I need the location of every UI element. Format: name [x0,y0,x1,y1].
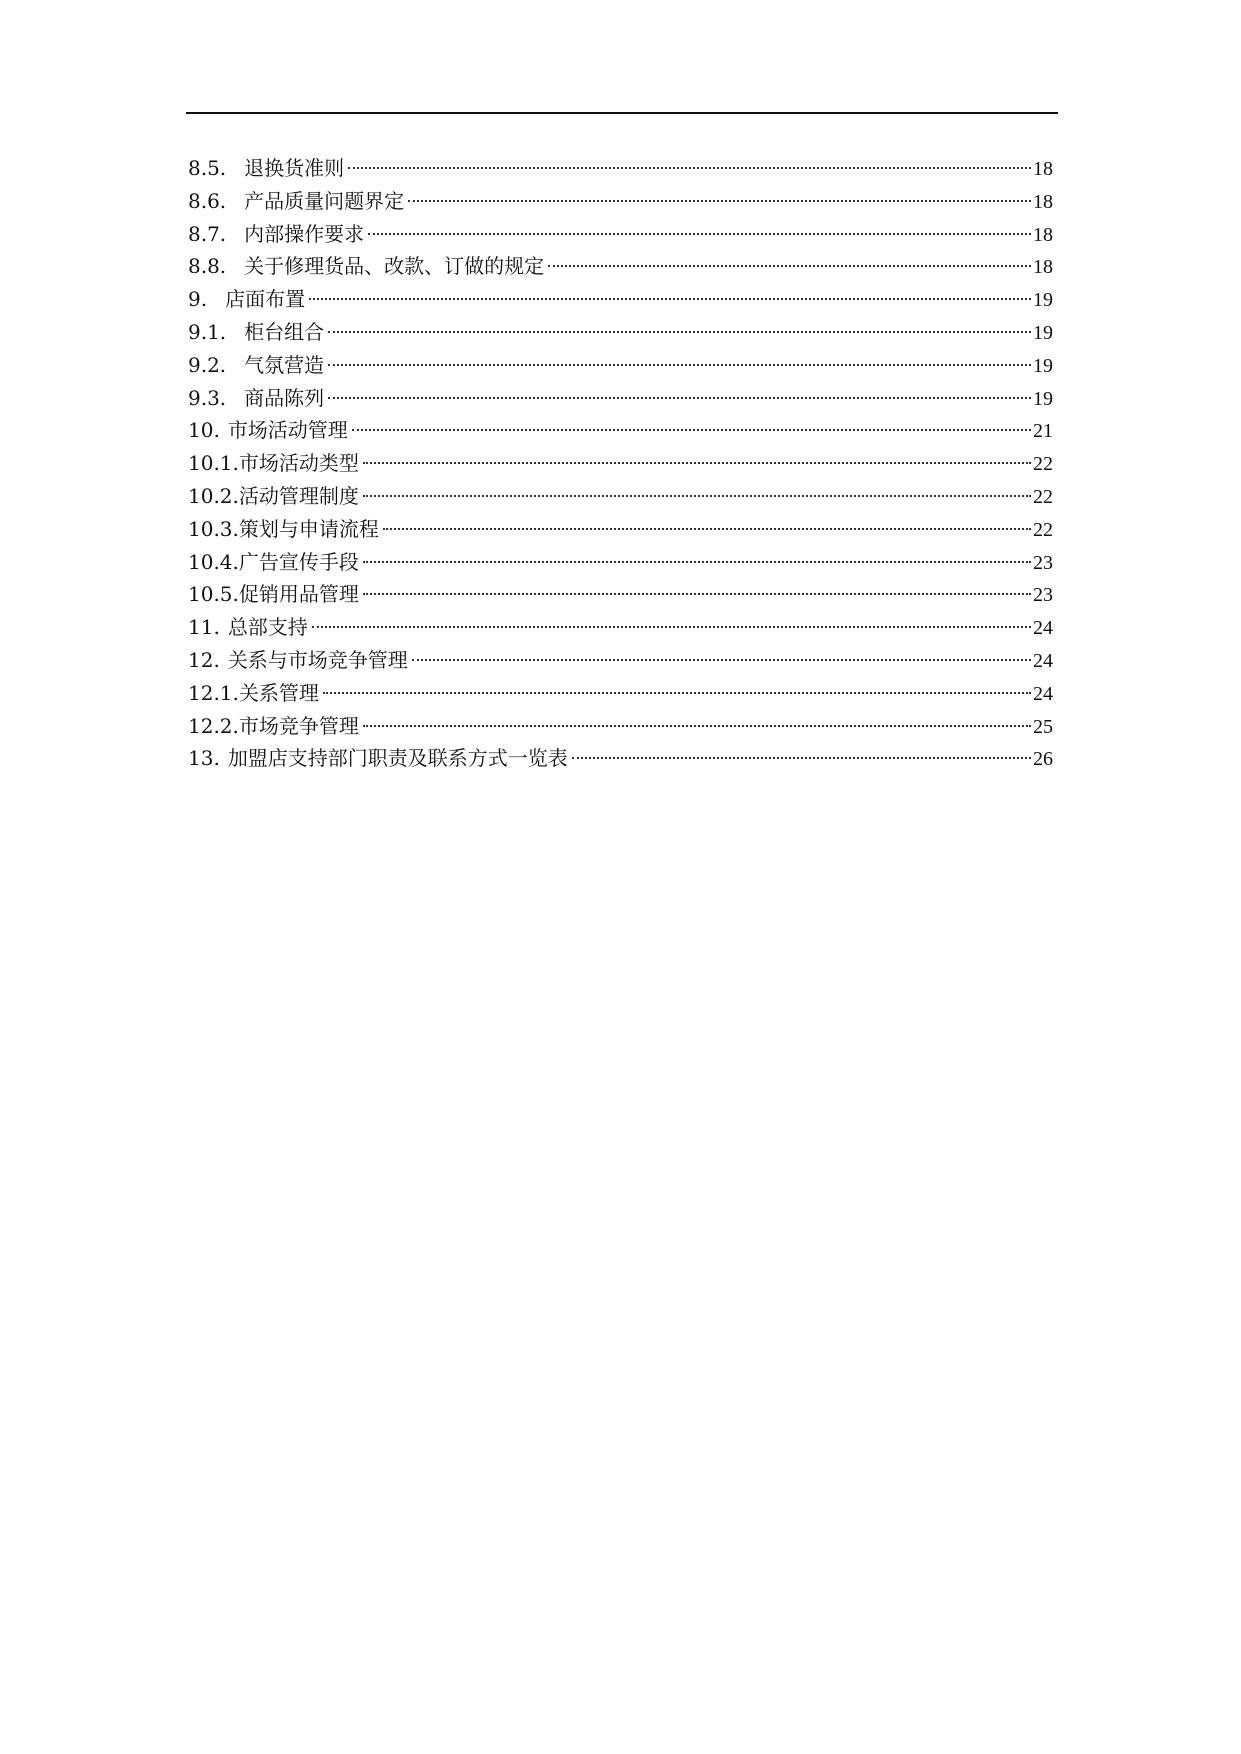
toc-entry-number: 8.6. [188,188,227,213]
toc-dot-leader [328,364,1031,366]
toc-entry-page-number: 19 [1033,289,1053,312]
toc-entry-page-number: 22 [1033,453,1053,476]
toc-dot-leader [383,528,1031,530]
toc-dot-leader [309,298,1031,300]
toc-entry-number: 9.1. [188,319,227,344]
toc-entry[interactable] [188,250,1053,283]
toc-entry-title: 店面布置 [225,287,306,312]
toc-dot-leader [363,561,1031,563]
toc-dot-leader [312,626,1031,628]
toc-entry-title: 商品陈列 [244,385,325,410]
toc-entry-page-number: 25 [1033,715,1053,738]
toc-entry-page-number: 18 [1033,158,1053,180]
toc-entry[interactable] [188,349,1053,382]
toc-entry-number: 8.5. [188,156,227,180]
toc-entry[interactable] [188,480,1053,513]
toc-entry-page-number: 18 [1033,256,1053,279]
toc-dot-leader [348,167,1031,169]
toc-entry[interactable] [188,382,1053,415]
toc-entry-title: 关于修理货品、改款、订做的规定 [244,254,545,279]
toc-entry-page-number: 24 [1033,649,1053,672]
toc-entry-title: 柜台组合 [244,319,325,344]
toc-entry[interactable] [188,710,1053,743]
toc-dot-leader [412,659,1031,661]
toc-entry-title: 市场活动类型 [238,451,359,476]
toc-dot-leader [548,265,1031,267]
toc-entry-title: 市场竞争管理 [238,713,359,738]
toc-dot-leader [408,200,1031,202]
toc-dot-leader [363,725,1031,727]
toc-entry-page-number: 19 [1033,354,1053,377]
table-of-contents [188,152,1053,775]
toc-entry[interactable] [188,677,1053,710]
toc-entry-page-number: 18 [1033,190,1053,213]
toc-dot-leader [363,593,1031,595]
toc-entry[interactable] [188,611,1053,644]
toc-entry-title: 促销用品管理 [238,582,359,607]
toc-entry-number: 10.5. [188,582,239,607]
toc-entry-title: 策划与申请流程 [238,516,379,541]
toc-entry-number: 12. [188,647,220,672]
toc-entry-page-number: 19 [1033,387,1053,410]
toc-entry-title: 总部支持 [227,615,308,640]
toc-entry-title: 广告宣传手段 [238,549,359,574]
toc-entry[interactable] [188,185,1053,218]
toc-dot-leader [352,429,1031,431]
toc-entry-number: 10. [188,418,220,443]
toc-entry-number: 9.2. [188,352,227,377]
toc-entry-title: 产品质量问题界定 [244,188,405,213]
toc-entry-page-number: 24 [1033,682,1053,705]
toc-entry[interactable] [188,546,1053,579]
toc-entry[interactable] [188,578,1053,611]
toc-entry-title: 退换货准则 [244,156,345,180]
toc-entry-number: 10.4. [188,549,239,574]
toc-entry-page-number: 19 [1033,321,1053,344]
toc-entry-page-number: 18 [1033,223,1053,246]
toc-dot-leader [363,495,1031,497]
toc-entry[interactable] [188,152,1053,185]
toc-entry-number: 11. [188,615,220,640]
toc-dot-leader [368,233,1031,235]
toc-entry-title: 气氛营造 [244,352,325,377]
toc-entry-number: 12.2. [188,713,239,738]
toc-entry-title: 内部操作要求 [244,221,365,246]
toc-entry[interactable] [188,218,1053,251]
toc-entry-title: 加盟店支持部门职责及联系方式一览表 [227,746,568,771]
toc-entry-title: 活动管理制度 [238,483,359,508]
toc-dot-leader [323,692,1031,694]
toc-entry-number: 9.3. [188,385,227,410]
toc-entry-page-number: 23 [1033,584,1053,607]
toc-entry[interactable] [188,414,1053,447]
header-rule [186,112,1058,114]
toc-entry-number: 10.3. [188,516,239,541]
toc-entry-number: 8.8. [188,254,227,279]
toc-dot-leader [328,331,1031,333]
toc-entry-number: 13. [188,746,220,771]
toc-dot-leader [328,397,1031,399]
toc-entry-page-number: 22 [1033,518,1053,541]
toc-entry-page-number: 21 [1033,420,1053,443]
toc-entry-page-number: 22 [1033,485,1053,508]
toc-entry[interactable] [188,447,1053,480]
toc-entry-number: 10.2. [188,483,239,508]
toc-entry[interactable] [188,316,1053,349]
toc-entry[interactable] [188,513,1053,546]
toc-dot-leader [363,462,1031,464]
toc-entry[interactable] [188,644,1053,677]
toc-entry-number: 12.1. [188,680,239,705]
toc-entry[interactable] [188,742,1053,775]
toc-entry-number: 8.7. [188,221,227,246]
toc-entry-title: 市场活动管理 [227,418,348,443]
toc-entry[interactable] [188,283,1053,316]
toc-entry-number: 10.1. [188,451,239,476]
toc-entry-page-number: 24 [1033,617,1053,640]
toc-entry-number: 9. [188,287,208,312]
toc-entry-title: 关系与市场竞争管理 [227,647,408,672]
toc-entry-page-number: 26 [1033,748,1053,771]
toc-entry-title: 关系管理 [238,680,319,705]
toc-dot-leader [572,757,1031,759]
toc-entry-page-number: 23 [1033,551,1053,574]
